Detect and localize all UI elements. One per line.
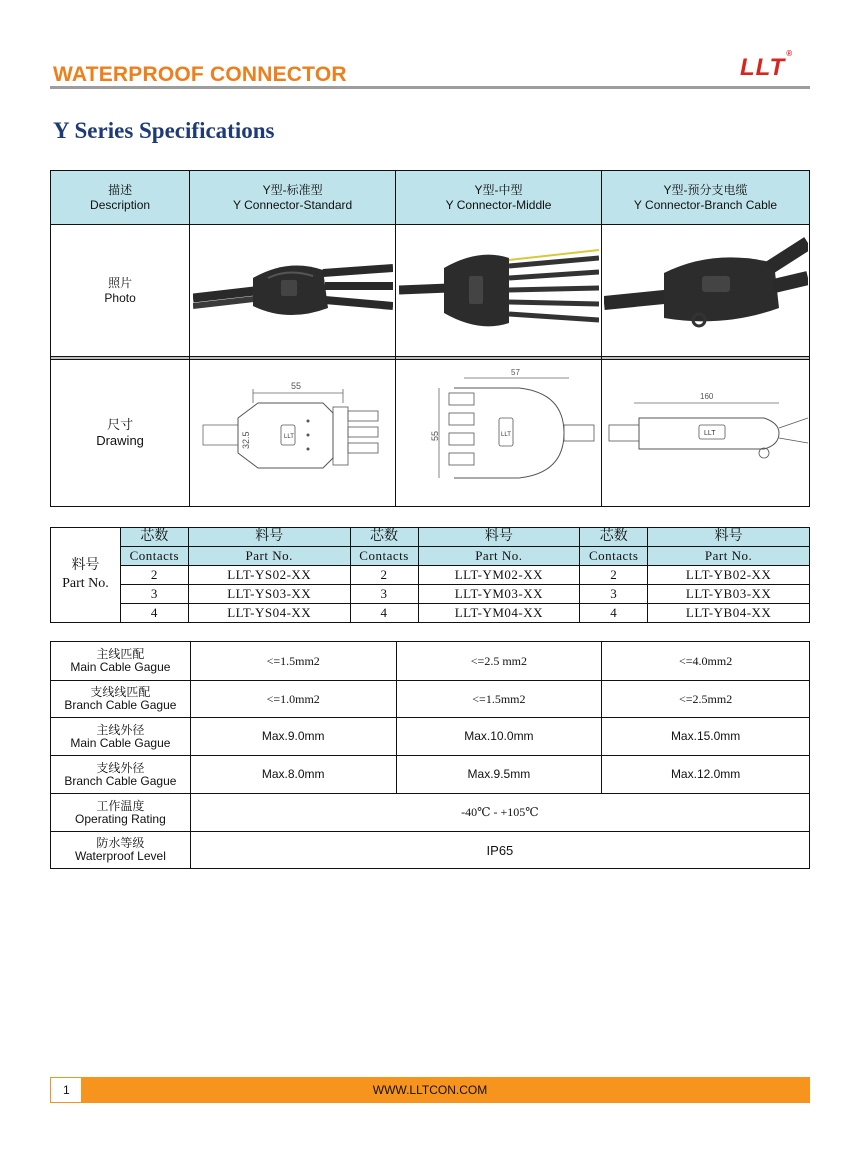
footer-bar (50, 1077, 810, 1103)
main-gauge-middle: <=2.5 mm2 (396, 642, 602, 681)
waterproof-label-en: Waterproof Level (74, 849, 166, 863)
part-row-label (51, 528, 121, 623)
photo-label-zh: 照片 (108, 275, 133, 290)
header-rule (50, 86, 810, 89)
contacts-cell: 2 (350, 566, 418, 585)
drawing-middle (396, 360, 602, 507)
branch-od-label (51, 756, 191, 794)
main-gauge-branch: <=4.0mm2 (602, 642, 810, 681)
photo-branch (602, 225, 810, 357)
main-gauge-label-zh: 主线匹配 (96, 647, 145, 661)
main-gauge-label (51, 642, 191, 681)
part-header-row-en (51, 547, 810, 566)
drawing-label-cell (51, 360, 190, 507)
middle-connector-photo (399, 228, 599, 354)
drawing-standard (190, 360, 396, 507)
part-number-cell: LLT-YM04-XX (418, 604, 580, 623)
standard-drawing-logo: LLT (283, 434, 294, 440)
main-gauge-standard: <=1.5mm2 (190, 642, 396, 681)
branch-od-label-zh: 支线外径 (96, 760, 145, 775)
description-label-zh: 描述 (108, 182, 133, 197)
partno-header-zh: 料号 (418, 528, 580, 547)
branch-gauge-label-en: Branch Cable Gague (64, 698, 177, 712)
main-od-branch: Max.15.0mm (602, 718, 810, 756)
part-number-cell: LLT-YS03-XX (188, 585, 350, 604)
waterproof-value: IP65 (190, 832, 809, 869)
contacts-cell: 2 (580, 566, 648, 585)
photo-label-en: Photo (104, 290, 136, 305)
contacts-header-zh: 芯数 (120, 528, 188, 547)
partno-header-en: Part No. (648, 547, 810, 566)
contacts-header-zh: 芯数 (580, 528, 648, 547)
branch-gauge-standard: <=1.0mm2 (190, 681, 396, 718)
table-row (51, 642, 810, 681)
column-branch-zh: Y型-预分支电缆 (663, 182, 748, 197)
drawing-branch (602, 360, 810, 507)
part-header-row-zh (51, 528, 810, 547)
part-number-cell: LLT-YB04-XX (648, 604, 810, 623)
photo-middle (396, 225, 602, 357)
waterproof-label-zh: 防水等级 (96, 836, 145, 850)
drawing-row (51, 360, 810, 507)
standard-height-dim: 32.5 (240, 431, 251, 449)
logo-text: LLT (740, 54, 786, 81)
partno-header-zh: 料号 (648, 528, 810, 547)
table-row (51, 604, 810, 623)
branch-od-middle: Max.9.5mm (396, 756, 602, 794)
branch-connector-drawing (604, 363, 808, 503)
part-number-cell: LLT-YM02-XX (418, 566, 580, 585)
photo-standard (190, 225, 396, 357)
main-od-label-zh: 主线外径 (96, 722, 145, 737)
spec-header-row (51, 171, 810, 225)
part-number-cell: LLT-YS02-XX (188, 566, 350, 585)
drawing-label-en: Drawing (96, 433, 144, 448)
part-number-cell: LLT-YB03-XX (648, 585, 810, 604)
standard-connector-photo (193, 228, 393, 354)
part-number-table (50, 527, 810, 623)
contacts-cell: 3 (120, 585, 188, 604)
middle-width-dim: 57 (510, 368, 520, 377)
branch-connector-photo (604, 228, 808, 354)
part-row-label-en: Part No. (62, 576, 109, 591)
main-od-middle: Max.10.0mm (396, 718, 602, 756)
main-od-standard: Max.9.0mm (190, 718, 396, 756)
photo-row (51, 225, 810, 357)
column-standard-zh: Y型-标准型 (262, 182, 323, 197)
table-row (51, 718, 810, 756)
main-gauge-label-en: Main Cable Gague (70, 660, 171, 674)
partno-header-en: Part No. (418, 547, 580, 566)
company-logo (740, 49, 794, 82)
contacts-header-en: Contacts (580, 547, 648, 566)
column-header-branch (602, 171, 810, 225)
page-number: 1 (51, 1078, 81, 1102)
branch-gauge-label (51, 681, 191, 718)
spec-table (50, 170, 810, 507)
contacts-cell: 4 (580, 604, 648, 623)
table-row (51, 566, 810, 585)
part-number-cell: LLT-YB02-XX (648, 566, 810, 585)
branch-od-standard: Max.8.0mm (190, 756, 396, 794)
photo-label-cell (51, 225, 190, 357)
description-label-en: Description (90, 197, 151, 212)
contacts-header-zh: 芯数 (350, 528, 418, 547)
branch-gauge-branch: <=2.5mm2 (602, 681, 810, 718)
contacts-cell: 3 (350, 585, 418, 604)
branch-gauge-label-zh: 支线线匹配 (90, 685, 151, 699)
branch-length-dim: 160 (699, 392, 713, 401)
table-row (51, 794, 810, 832)
middle-drawing-logo: LLT (500, 432, 511, 438)
contacts-header-en: Contacts (350, 547, 418, 566)
partno-header-en: Part No. (188, 547, 350, 566)
branch-od-label-en: Branch Cable Gague (64, 773, 177, 788)
part-number-cell: LLT-YM03-XX (418, 585, 580, 604)
logo-registered-mark: ® (786, 49, 794, 58)
waterproof-label (51, 832, 191, 869)
part-number-cell: LLT-YS04-XX (188, 604, 350, 623)
temperature-label-en: Operating Rating (75, 811, 166, 826)
branch-drawing-logo: LLT (703, 430, 716, 437)
document-header-title: WATERPROOF CONNECTOR (53, 63, 347, 86)
contacts-cell: 4 (350, 604, 418, 623)
footer-url[interactable]: WWW.LLTCON.COM (372, 1083, 488, 1097)
table-row (51, 756, 810, 794)
drawing-label-zh: 尺寸 (107, 417, 134, 432)
standard-width-dim: 55 (290, 381, 301, 391)
column-header-standard (190, 171, 396, 225)
standard-connector-drawing (193, 363, 393, 503)
parameter-table (50, 641, 810, 869)
table-row (51, 832, 810, 869)
contacts-cell: 4 (120, 604, 188, 623)
column-middle-en: Y Connector-Middle (445, 197, 552, 212)
contacts-cell: 2 (120, 566, 188, 585)
branch-od-branch: Max.12.0mm (602, 756, 810, 794)
middle-height-dim: 55 (429, 430, 440, 441)
temperature-label-zh: 工作温度 (96, 798, 145, 813)
temperature-value: -40℃ - +105℃ (190, 794, 809, 832)
column-branch-en: Y Connector-Branch Cable (633, 197, 778, 212)
table-row (51, 681, 810, 718)
column-middle-zh: Y型-中型 (474, 182, 523, 197)
description-label-cell (51, 171, 190, 225)
table-row (51, 585, 810, 604)
column-standard-en: Y Connector-Standard (233, 197, 353, 212)
branch-gauge-middle: <=1.5mm2 (396, 681, 602, 718)
contacts-header-en: Contacts (120, 547, 188, 566)
temperature-label (51, 794, 191, 832)
part-row-label-zh: 料号 (71, 558, 100, 573)
section-title: Y Series Specifications (53, 118, 275, 143)
main-od-label-en: Main Cable Gague (70, 735, 171, 750)
column-header-middle (396, 171, 602, 225)
partno-header-zh: 料号 (188, 528, 350, 547)
contacts-cell: 3 (580, 585, 648, 604)
main-od-label (51, 718, 191, 756)
middle-connector-drawing (399, 363, 599, 503)
